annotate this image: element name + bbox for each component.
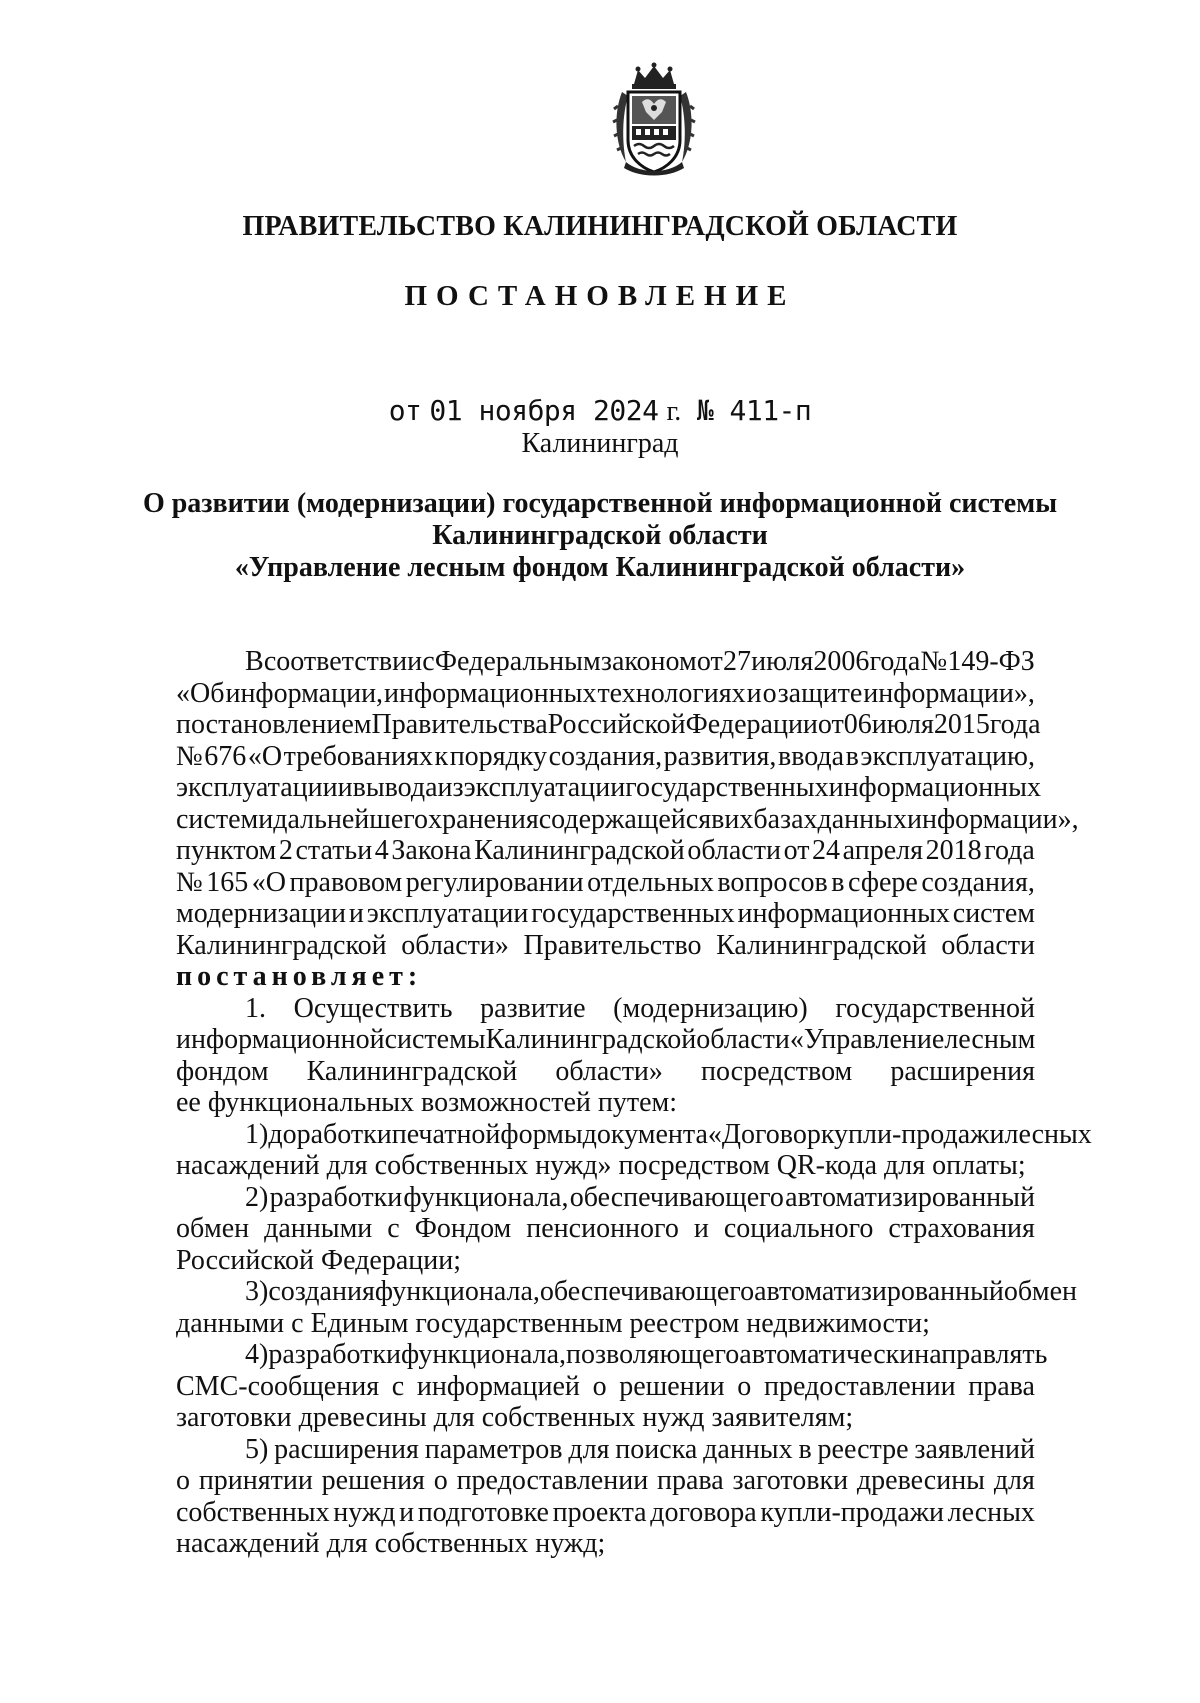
word: Закона [391,835,472,866]
word: к [434,740,449,772]
word: с [387,1213,400,1244]
word: данными [264,1213,373,1244]
word: обмен [1003,1276,1078,1307]
subitem-line [176,1371,1035,1403]
word: права [968,1370,1035,1402]
year-suffix: г. [666,396,681,427]
word: Федерации [685,709,818,740]
word: информации, [225,677,384,709]
word: ввода [777,740,845,772]
word: обмен [176,1213,250,1244]
word: создания, [921,866,1035,898]
preamble-line [176,646,1035,678]
word: от [783,835,810,866]
word: законом [600,646,697,677]
word: о [737,1370,752,1402]
word: области» [401,929,509,961]
word: документа [582,1118,708,1150]
word: 4) [245,1339,269,1370]
word: В [245,646,264,677]
word: купли-продажи [760,1496,944,1528]
document-date: 01 ноября 2024 [429,394,659,427]
word: 27 [722,646,751,677]
word: июля [751,646,814,677]
word: с [422,646,435,677]
word: параметров [424,1433,563,1465]
word: эксплуатации [463,772,626,803]
word: базах [753,803,818,835]
word: лесных [947,1496,1035,1528]
word: принятии [198,1465,313,1496]
word: систем [176,803,259,835]
word: страхования [888,1213,1035,1244]
subitem-line [176,1118,1092,1151]
word: 3) [245,1276,269,1307]
decree-word: постановляет: [176,961,423,992]
item-line [176,993,1035,1025]
word: их [724,803,754,835]
word: обеспечивающего [539,1276,755,1307]
word: предоставлении [456,1465,649,1496]
word: эксплуатацию, [860,740,1035,772]
word: «Договор [707,1118,821,1150]
word: о [762,677,777,709]
word: о [433,1465,448,1496]
word: 06 [843,709,872,740]
word: в [798,1433,812,1465]
word: хранения [428,803,539,835]
word: порядку [449,740,548,772]
word: посредством [700,1055,853,1087]
preamble-line [176,835,1035,867]
word: 24 [812,835,841,866]
subject-line: «Управление лесным фондом Калининградской области» [234,552,966,583]
word: Фондом [414,1213,512,1244]
subitem-line [176,1339,1048,1371]
word: СМС-сообщения [176,1370,380,1402]
word: информацией [416,1370,580,1402]
subitem-line: Российской Федерации; [176,1244,462,1276]
word: обеспечивающего [569,1181,784,1213]
word: проекта [552,1496,647,1528]
word: 149-ФЗ [947,646,1035,677]
word: от [817,709,844,740]
word: заготовки [732,1465,849,1496]
word: 2) [245,1181,269,1213]
preamble-line [176,772,1041,804]
document-number: № 411-п [696,394,812,427]
word: функционала, [374,1276,540,1307]
word: с [391,1370,405,1402]
word: апреля [842,835,923,866]
word: печатной [391,1118,501,1150]
word: модернизации [176,898,346,929]
word: Калининградской [474,835,685,866]
word: 4 [374,835,389,866]
word: из [437,772,464,803]
word: создания [268,1276,375,1307]
word: предоставлении [763,1370,956,1402]
word: (модернизацию) [613,992,808,1024]
word: эксплуатации [176,772,338,803]
word: Правительства [371,709,548,740]
word: защите [777,677,863,709]
preamble-line [176,930,1035,962]
document-date-number [0,394,1200,428]
word: и [399,1496,415,1528]
word: Осуществить [293,992,453,1024]
word: технологиях [597,677,746,709]
word: договора [650,1496,757,1528]
word: пунктом [176,835,277,866]
word: расширения [274,1433,419,1465]
word: информационных [737,898,950,929]
word: эксплуатации [366,898,529,929]
word: древесины [856,1465,985,1496]
subitem-line: насаждений для собственных нужд» посредством QR-кода для оплаты; [176,1150,1026,1181]
word: разработки [269,1181,403,1213]
item-line: ее функциональных возможностей путем: [176,1087,678,1118]
word: социального [723,1213,874,1244]
subitem-line [176,1276,1078,1308]
subitem-line [176,1213,1035,1245]
word: № [920,646,948,677]
preamble-line [176,898,1035,930]
word: отдельных [587,866,714,898]
word: 2006 [813,646,870,677]
word: развитие [480,992,586,1024]
word: информации», [906,803,1079,835]
word: решения [321,1465,425,1496]
subitem-line [176,1182,1035,1214]
subitem-line [176,1497,1035,1529]
coat-of-arms-icon [612,62,696,178]
word: и [746,677,762,709]
word: Калининградской [485,1024,697,1055]
word: 1) [245,1118,269,1150]
word: и [348,898,364,929]
word: 2015 [933,709,990,740]
word: реестре [817,1433,909,1465]
word: «Об [176,677,225,709]
word: статьи [295,835,373,866]
word: «Управление [789,1024,945,1055]
preamble-line [176,709,1041,741]
word: № [176,866,203,898]
word: купли-продажи [820,1118,1005,1150]
word: области» [555,1055,663,1087]
word: автоматизированный [785,1181,1035,1213]
word: в [711,803,725,835]
word: заявлений [914,1433,1035,1465]
word: «О [251,866,287,898]
organization-title: ПРАВИТЕЛЬСТВО КАЛИНИНГРАДСКОЙ ОБЛАСТИ [242,211,958,242]
word: нужд [333,1496,396,1528]
word: информационных [384,677,597,709]
word: требованиях [283,740,433,772]
word: «О [247,740,283,772]
word: функционала, [400,1339,567,1370]
word: постановлением [176,709,372,740]
word: данных [703,1433,793,1465]
word: расширения [890,1055,1035,1087]
subject-line: Калининградской области [432,520,768,551]
document-city: Калининград [521,428,679,459]
word: Федеральным [434,646,601,677]
word: поиска [615,1433,698,1465]
word: области [941,929,1035,961]
word: в [831,866,845,898]
preamble-line [176,741,1035,773]
word: года [984,835,1035,866]
word: Российской [547,709,686,740]
word: о [592,1370,607,1402]
word: и [693,1213,709,1244]
word: государственной [835,992,1035,1024]
word: области [696,1024,790,1055]
item-line [176,1024,1035,1056]
word: Калининградской [176,929,387,961]
word: и [337,772,353,803]
subitem-line: насаждений для собственных нужд; [176,1528,606,1559]
word: данных [817,803,907,835]
word: лесных [1004,1118,1092,1150]
word: сфере [848,866,918,898]
word: государственных [625,772,829,803]
word: систем [952,898,1035,929]
word: содержащейся [538,803,712,835]
word: государственных [531,898,735,929]
word: Правительство [523,929,702,961]
word: автоматически [739,1339,915,1370]
word: функционала, [403,1181,569,1213]
word: вопросов [717,866,828,898]
word: вывода [352,772,438,803]
word: июля [871,709,934,740]
document-body [176,646,1092,1560]
word: собственных [176,1496,330,1528]
subitem-line [176,1434,1035,1466]
word: № [176,740,203,772]
document-subject [0,488,1200,584]
word: фондом [176,1055,269,1087]
word: доработки [268,1118,392,1150]
word: права [657,1465,724,1496]
preamble-line [176,678,1035,710]
word: от [696,646,723,677]
word: 5) [245,1433,269,1465]
word: направлять [914,1339,1048,1370]
word: позволяющего [566,1339,740,1370]
subject-line: О развитии (модернизации) государственной информационной системы [142,488,1058,519]
subitem-line [176,1465,1035,1497]
preamble-line [176,867,1035,899]
word: для [993,1465,1035,1496]
word: создания, [548,740,663,772]
word: формы [500,1118,583,1150]
word: для [568,1433,610,1465]
word: регулировании [405,866,584,898]
subitem-line: заготовки древесины для собственных нужд заявителям; [176,1402,854,1433]
word: пенсионного [526,1213,679,1244]
preamble-line [176,803,1079,836]
word: года [869,646,921,677]
word: информации», [863,677,1035,709]
word: правовом [289,866,403,898]
word: подготовке [417,1496,549,1528]
word: о [176,1465,190,1496]
word: и [258,803,274,835]
word: системы [384,1024,486,1055]
word: решении [619,1370,725,1402]
word: Калининградской [306,1055,518,1087]
subitem-line: данными с Единым государственным реестром недвижимости; [176,1307,930,1339]
word: соответствии [263,646,423,677]
word: разработки [268,1339,401,1370]
word: 676 [204,740,247,772]
word: области [687,835,781,866]
word: дальнейшего [273,803,429,835]
word: информационных [828,772,1041,803]
word: 1. [245,992,266,1024]
word: автоматизированный [754,1276,1004,1307]
word: Калининградской [716,929,927,961]
word: 2 [278,835,293,866]
word: развития, [663,740,777,772]
word: 165 [206,866,249,898]
word: информационной [176,1024,385,1055]
date-prefix: от [388,394,422,427]
word: года [989,709,1041,740]
word: 2018 [925,835,982,866]
word: в [845,740,859,772]
item-line [176,1056,1035,1088]
document-type-title: ПОСТАНОВЛЕНИЕ [404,280,796,312]
word: лесным [944,1024,1036,1055]
